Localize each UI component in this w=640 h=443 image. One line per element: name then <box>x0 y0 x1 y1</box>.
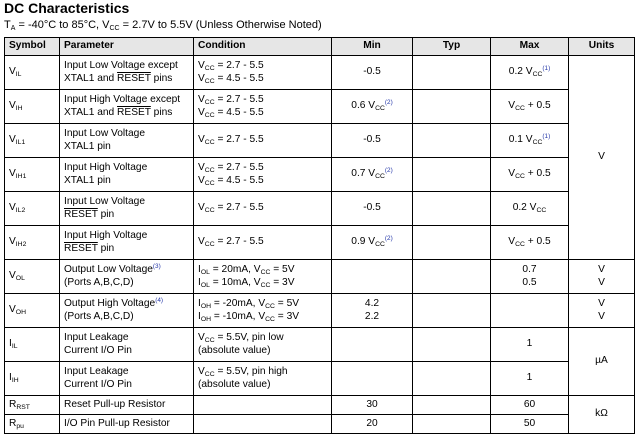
max-cell: 0.7 0.5 <box>491 260 569 294</box>
typ-cell <box>413 158 491 192</box>
condition-cell: $V_{CC} = 2.7 - 5.5$ $V_{CC} = 4.5 - 5.5$ <box>194 56 332 90</box>
parameter-cell: Output Low Voltage$^{(3)}$ (Ports A,B,C,D) <box>60 260 194 294</box>
units-cell: V V <box>569 294 635 328</box>
max-cell: 0.2 $V_{CC}^{(1)}$ <box>491 56 569 90</box>
header-min: Min <box>332 38 413 56</box>
typ-cell <box>413 260 491 294</box>
min-cell <box>332 260 413 294</box>
max-cell: 0.2 $V_{CC}$ <box>491 192 569 226</box>
parameter-cell: Input High Voltage RESET pin <box>60 226 194 260</box>
symbol-cell: $V_{IL1}$ <box>5 124 60 158</box>
typ-cell <box>413 192 491 226</box>
table-row-vih1 <box>5 158 635 192</box>
table-row-vih <box>5 90 635 124</box>
typ-cell <box>413 56 491 90</box>
header-units: Units <box>569 38 635 56</box>
max-cell: $V_{CC} + 0.5$ <box>491 158 569 192</box>
min-cell: 0.6 $V_{CC}^{(2)}$ <box>332 90 413 124</box>
units-cell-voltage: V <box>569 56 635 260</box>
condition-cell: $V_{CC} = 5.5V$, pin high (absolute value) <box>194 362 332 396</box>
parameter-cell: I/O Pin Pull-up Resistor <box>60 415 194 434</box>
parameter-cell: Reset Pull-up Resistor <box>60 396 194 415</box>
parameter-cell: Output High Voltage$^{(4)}$ (Ports A,B,C,D) <box>60 294 194 328</box>
min-cell: 20 <box>332 415 413 434</box>
units-cell: V V <box>569 260 635 294</box>
symbol-cell: $V_{IL}$ <box>5 56 60 90</box>
max-cell: 1 <box>491 362 569 396</box>
header-parameter: Parameter <box>60 38 194 56</box>
conditions-subtitle: $T_A = -40^\circ C$ to 85°C, $V_{CC} = 2.7V$ to 5.5V (Unless Otherwise Noted) <box>4 19 322 32</box>
max-cell <box>491 294 569 328</box>
table-row-vil1 <box>5 124 635 158</box>
min-cell: -0.5 <box>332 192 413 226</box>
symbol-cell: $V_{IH1}$ <box>5 158 60 192</box>
units-cell-resistance: kΩ <box>569 396 635 434</box>
table-row-rrst <box>5 396 635 415</box>
max-cell: 0.1 $V_{CC}^{(1)}$ <box>491 124 569 158</box>
symbol-cell: $R_{RST}$ <box>5 396 60 415</box>
max-cell: 50 <box>491 415 569 434</box>
min-cell: -0.5 <box>332 124 413 158</box>
section-title: DC Characteristics <box>4 0 130 16</box>
symbol-cell: $V_{OH}$ <box>5 294 60 328</box>
condition-cell: $V_{CC} = 2.7 - 5.5$ $V_{CC} = 4.5 - 5.5$ <box>194 158 332 192</box>
header-symbol: Symbol <box>5 38 60 56</box>
parameter-cell: Input High Voltage XTAL1 pin <box>60 158 194 192</box>
min-cell: 30 <box>332 396 413 415</box>
condition-cell: $V_{CC} = 2.7 - 5.5$ $V_{CC} = 4.5 - 5.5$ <box>194 90 332 124</box>
condition-cell: $V_{CC} = 2.7 - 5.5$ <box>194 124 332 158</box>
condition-cell: $I_{OH} = -20mA$, $V_{CC} = 5V$ $I_{OH} = -10mA$, $V_{CC} = 3V$ <box>194 294 332 328</box>
parameter-cell: Input Low Voltage RESET pin <box>60 192 194 226</box>
condition-cell: $V_{CC} = 5.5V$, pin low (absolute value) <box>194 328 332 362</box>
table-header-row <box>5 38 635 56</box>
typ-cell <box>413 415 491 434</box>
condition-cell: $V_{CC} = 2.7 - 5.5$ <box>194 226 332 260</box>
min-cell <box>332 362 413 396</box>
typ-cell <box>413 328 491 362</box>
table-row-voh <box>5 294 635 328</box>
condition-cell: $V_{CC} = 2.7 - 5.5$ <box>194 192 332 226</box>
units-cell-current: µA <box>569 328 635 396</box>
header-condition: Condition <box>194 38 332 56</box>
table-row-vil2 <box>5 192 635 226</box>
table-row-iih <box>5 362 635 396</box>
parameter-cell: Input Leakage Current I/O Pin <box>60 362 194 396</box>
symbol-cell: $V_{OL}$ <box>5 260 60 294</box>
symbol-cell: $V_{IH}$ <box>5 90 60 124</box>
max-cell: 1 <box>491 328 569 362</box>
symbol-cell: $I_{IH}$ <box>5 362 60 396</box>
min-cell <box>332 328 413 362</box>
table-row-vol <box>5 260 635 294</box>
table-row-iil <box>5 328 635 362</box>
condition-cell <box>194 396 332 415</box>
symbol-cell: $V_{IL2}$ <box>5 192 60 226</box>
header-typ: Typ <box>413 38 491 56</box>
table-row-vil <box>5 56 635 90</box>
min-cell: 0.9 $V_{CC}^{(2)}$ <box>332 226 413 260</box>
max-cell: $V_{CC} + 0.5$ <box>491 90 569 124</box>
table-row-vih2 <box>5 226 635 260</box>
typ-cell <box>413 396 491 415</box>
typ-cell <box>413 124 491 158</box>
parameter-cell: Input High Voltage except XTAL1 and RESET pins <box>60 90 194 124</box>
symbol-cell: $R_{pu}$ <box>5 415 60 434</box>
typ-cell <box>413 294 491 328</box>
parameter-cell: Input Low Voltage XTAL1 pin <box>60 124 194 158</box>
table-row-rpu <box>5 415 635 434</box>
parameter-cell: Input Low Voltage except XTAL1 and RESET pins <box>60 56 194 90</box>
condition-cell <box>194 415 332 434</box>
dc-characteristics-table <box>4 37 635 434</box>
min-cell: 0.7 $V_{CC}^{(2)}$ <box>332 158 413 192</box>
typ-cell <box>413 226 491 260</box>
max-cell: 60 <box>491 396 569 415</box>
header-max: Max <box>491 38 569 56</box>
condition-cell: $I_{OL} = 20mA$, $V_{CC} = 5V$ $I_{OL} = 10mA$, $V_{CC} = 3V$ <box>194 260 332 294</box>
symbol-cell: $V_{IH2}$ <box>5 226 60 260</box>
min-cell: -0.5 <box>332 56 413 90</box>
min-cell: 4.2 2.2 <box>332 294 413 328</box>
parameter-cell: Input Leakage Current I/O Pin <box>60 328 194 362</box>
symbol-cell: $I_{IL}$ <box>5 328 60 362</box>
typ-cell <box>413 90 491 124</box>
typ-cell <box>413 362 491 396</box>
max-cell: $V_{CC} + 0.5$ <box>491 226 569 260</box>
